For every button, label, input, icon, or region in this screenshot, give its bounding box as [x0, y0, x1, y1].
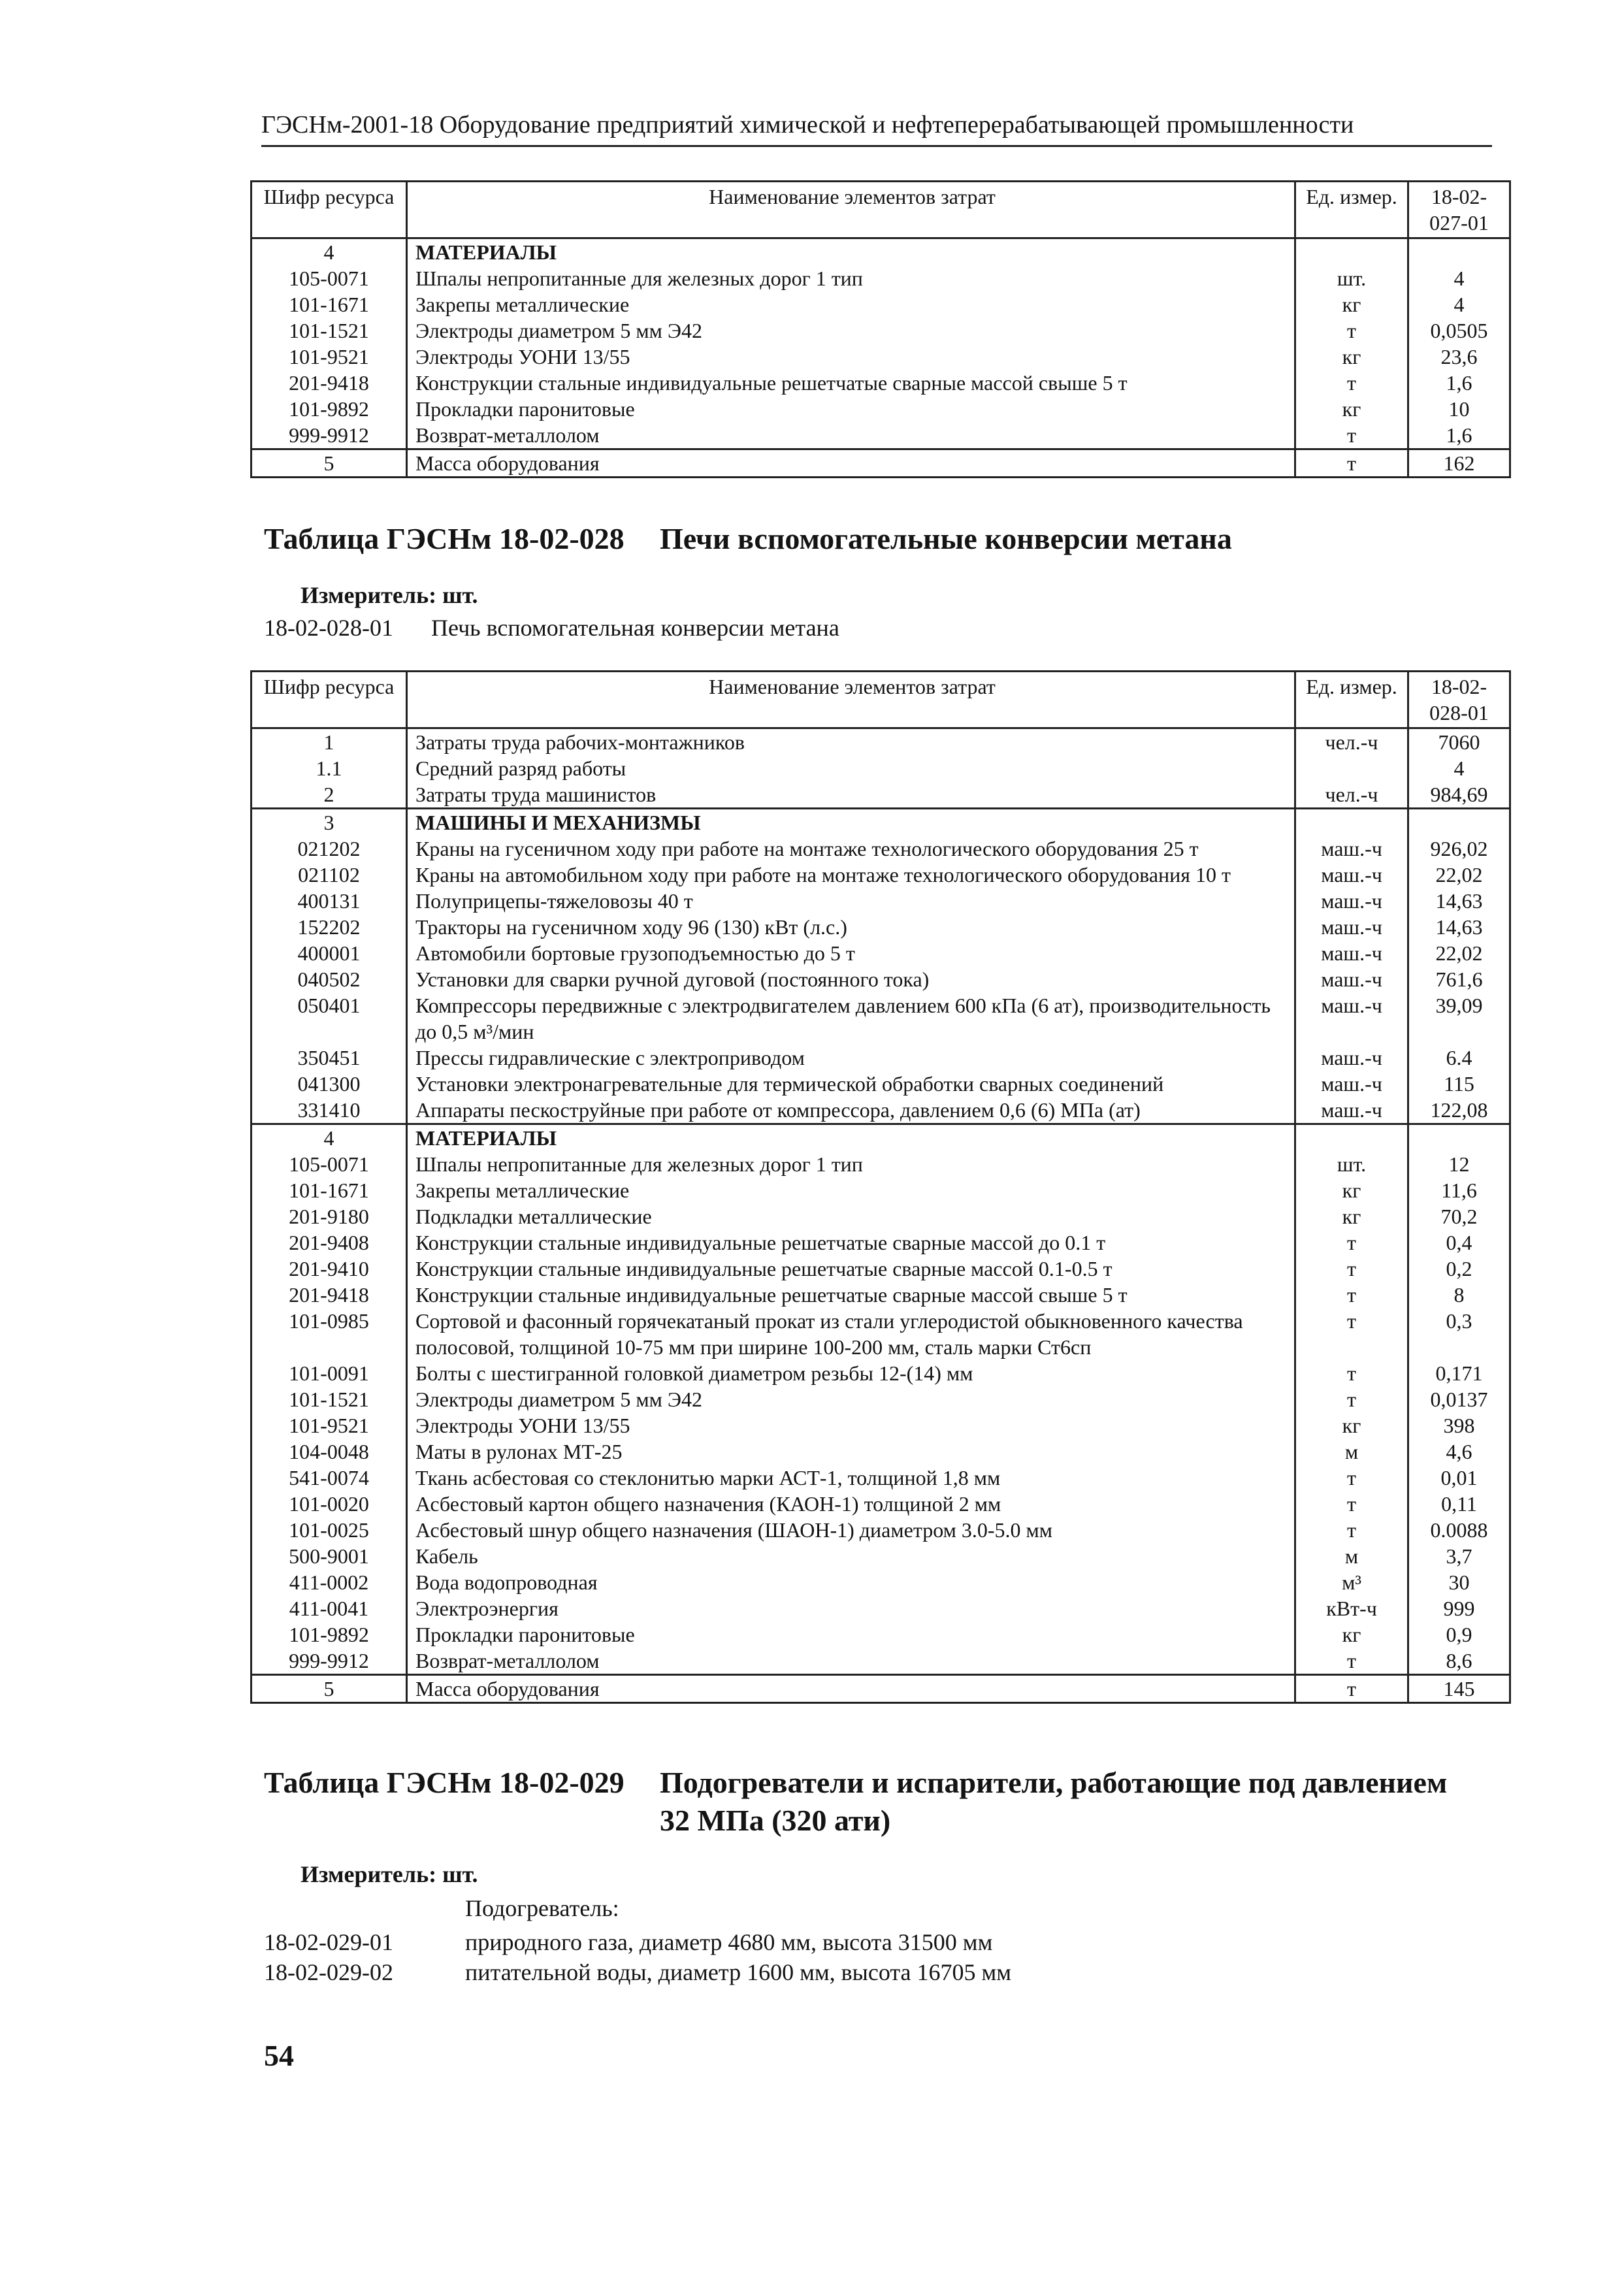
resource-code: 2 — [252, 781, 407, 809]
measure-label: Измеритель: шт. — [300, 1861, 478, 1887]
resource-code: 400131 — [252, 888, 407, 914]
table-row — [252, 291, 1510, 317]
table-title-line2: 32 МПа (320 ати) — [660, 1804, 891, 1837]
value-cell: 22,02 — [1435, 941, 1483, 965]
table-row — [252, 755, 1510, 781]
resource-code: 4 — [252, 1124, 407, 1152]
resource-name: Конструкции стальные индивидуальные решетчатые сварные массой свыше 5 т — [407, 370, 1295, 396]
value-cell: 1,6 — [1446, 371, 1472, 395]
unit-cell: т — [1295, 1648, 1408, 1675]
resource-code: 541-0074 — [252, 1465, 407, 1491]
resource-name: Компрессоры передвижные с электродвигателем давлением 600 кПа (6 ат), производительность до 0,5 м³/мин — [407, 992, 1295, 1045]
table-row — [252, 992, 1510, 1045]
table-row — [252, 1256, 1510, 1282]
value-cell: 0.0088 — [1430, 1518, 1488, 1542]
value-cell: 8,6 — [1446, 1649, 1472, 1672]
unit-cell — [1295, 755, 1408, 781]
table-row — [252, 809, 1510, 836]
table-row — [252, 1543, 1510, 1569]
running-header: ГЭСНм-2001-18 Оборудование предприятий химической и нефтеперерабатывающей промышленности — [261, 112, 1492, 147]
value-cell: 4,6 — [1446, 1440, 1472, 1463]
resource-code: 1 — [252, 728, 407, 756]
resource-code: 411-0002 — [252, 1569, 407, 1595]
resource-code: 5 — [252, 1675, 407, 1703]
table-row — [252, 344, 1510, 370]
table-row — [252, 1124, 1510, 1152]
unit-cell: кВт-ч — [1295, 1595, 1408, 1621]
table-row — [252, 862, 1510, 888]
item-name: природного газа, диаметр 4680 мм, высота 31500 мм — [465, 1929, 993, 1955]
resource-code: 105-0071 — [252, 265, 407, 291]
value-cell: 0,2 — [1446, 1257, 1472, 1280]
resource-name: Маты в рулонах МТ-25 — [407, 1439, 1295, 1465]
resource-code: 201-9418 — [252, 1282, 407, 1308]
table-title: Печи вспомогательные конверсии метана — [660, 522, 1232, 555]
resource-code: 350451 — [252, 1045, 407, 1071]
header-unit: Ед. измер. — [1295, 672, 1408, 728]
resource-name: Прокладки паронитовые — [407, 1621, 1295, 1648]
table-row — [252, 940, 1510, 966]
unit-cell: маш.-ч — [1295, 1071, 1408, 1097]
value-cell: 984,69 — [1430, 783, 1488, 806]
value-cell: 122,08 — [1430, 1098, 1488, 1122]
resource-name: Закрепы металлические — [407, 291, 1295, 317]
resource-name: Кабель — [407, 1543, 1295, 1569]
table-row — [252, 265, 1510, 291]
value-cell: 30 — [1448, 1570, 1470, 1594]
resource-name: Масса оборудования — [407, 1675, 1295, 1703]
table-row — [252, 449, 1510, 478]
resource-name: Полуприцепы-тяжеловозы 40 т — [407, 888, 1295, 914]
resource-code: 101-0025 — [252, 1517, 407, 1543]
value-cell: 8 — [1453, 1283, 1465, 1307]
unit-cell: т — [1295, 370, 1408, 396]
unit-cell: т — [1295, 1386, 1408, 1412]
header-unit: Ед. измер. — [1295, 182, 1408, 238]
group-label: Подогреватель: — [465, 1895, 619, 1921]
resource-code: 5 — [252, 449, 407, 478]
table-row — [252, 966, 1510, 992]
value-cell: 145 — [1408, 1675, 1510, 1703]
resource-name: Шпалы непропитанные для железных дорог 1 тип — [407, 1151, 1295, 1177]
table-row — [252, 370, 1510, 396]
table-row — [252, 1465, 1510, 1491]
table-row — [252, 422, 1510, 449]
unit-cell: м³ — [1295, 1569, 1408, 1595]
resource-code: 101-9521 — [252, 344, 407, 370]
table-body — [252, 728, 1510, 1703]
resource-name: Прокладки паронитовые — [407, 396, 1295, 422]
resource-table-18-02-027 — [250, 180, 1511, 478]
resource-name: Электроды УОНИ 13/55 — [407, 344, 1295, 370]
unit-cell: маш.-ч — [1295, 888, 1408, 914]
value-cell: 398 — [1443, 1414, 1475, 1437]
resource-code: 400001 — [252, 940, 407, 966]
resource-code: 999-9912 — [252, 1648, 407, 1675]
table-row — [252, 1177, 1510, 1203]
unit-cell: кг — [1295, 344, 1408, 370]
value-cell: 0,0137 — [1430, 1388, 1488, 1411]
value-cell: 12 — [1448, 1152, 1470, 1176]
table-header-row — [252, 182, 1510, 238]
value-cell: 14,63 — [1435, 915, 1483, 939]
unit-cell: кг — [1295, 291, 1408, 317]
resource-code: 105-0071 — [252, 1151, 407, 1177]
table-row — [252, 1621, 1510, 1648]
header-name: Наименование элементов затрат — [407, 672, 1295, 728]
resource-code: 021102 — [252, 862, 407, 888]
table-body — [252, 238, 1510, 478]
resource-table-18-02-028 — [250, 670, 1511, 1704]
resource-code: 101-9521 — [252, 1412, 407, 1439]
table-row — [252, 1517, 1510, 1543]
resource-name: Электроды УОНИ 13/55 — [407, 1412, 1295, 1439]
resource-code: 101-0020 — [252, 1491, 407, 1517]
value-cell: 4 — [1453, 756, 1465, 780]
value-cell: 0,0505 — [1430, 319, 1488, 342]
resource-code: 101-0985 — [252, 1308, 407, 1360]
value-cell: 761,6 — [1435, 968, 1483, 991]
resource-code: 101-1521 — [252, 317, 407, 344]
unit-cell: т — [1295, 1360, 1408, 1386]
page-number: 54 — [264, 2039, 294, 2072]
table-row — [252, 888, 1510, 914]
unit-cell: т — [1295, 1229, 1408, 1256]
resource-code: 041300 — [252, 1071, 407, 1097]
resource-name: Автомобили бортовые грузоподъемностью до 5 т — [407, 940, 1295, 966]
resource-name: Асбестовый шнур общего назначения (ШАОН-1) диаметром 3.0-5.0 мм — [407, 1517, 1295, 1543]
resource-code: 500-9001 — [252, 1543, 407, 1569]
resource-name: Установки для сварки ручной дуговой (постоянного тока) — [407, 966, 1295, 992]
unit-cell: маш.-ч — [1295, 940, 1408, 966]
table-row — [252, 1648, 1510, 1675]
unit-cell: т — [1295, 1465, 1408, 1491]
table-row — [252, 1412, 1510, 1439]
unit-cell: т — [1295, 449, 1408, 478]
value-cell — [1408, 809, 1510, 836]
table-row — [252, 1203, 1510, 1229]
table-title-prefix: Таблица ГЭСНм 18-02-028 — [264, 522, 625, 555]
item-code: 18-02-029-01 — [264, 1929, 393, 1955]
unit-cell: т — [1295, 1675, 1408, 1703]
unit-cell: шт. — [1295, 265, 1408, 291]
table-row — [252, 1097, 1510, 1124]
unit-cell: т — [1295, 1308, 1408, 1360]
unit-cell — [1295, 1124, 1408, 1152]
resource-code: 201-9418 — [252, 370, 407, 396]
table-row — [252, 238, 1510, 266]
unit-cell: кг — [1295, 1177, 1408, 1203]
table-row — [252, 1569, 1510, 1595]
resource-name: Краны на автомобильном ходу при работе на монтаже технологического оборудования 10 т — [407, 862, 1295, 888]
resource-name: Средний разряд работы — [407, 755, 1295, 781]
table-row — [252, 1282, 1510, 1308]
header-name: Наименование элементов затрат — [407, 182, 1295, 238]
unit-cell: т — [1295, 1491, 1408, 1517]
value-cell: 4 — [1453, 267, 1465, 290]
unit-cell: маш.-ч — [1295, 992, 1408, 1045]
unit-cell: т — [1295, 1256, 1408, 1282]
resource-name: Конструкции стальные индивидуальные решетчатые сварные массой до 0.1 т — [407, 1229, 1295, 1256]
table-row — [252, 396, 1510, 422]
unit-cell: чел.-ч — [1295, 728, 1408, 756]
value-cell: 7060 — [1438, 730, 1480, 754]
resource-code: 3 — [252, 809, 407, 836]
value-cell: 23,6 — [1440, 345, 1478, 368]
table-row — [252, 1071, 1510, 1097]
resource-code: 331410 — [252, 1097, 407, 1124]
unit-cell: кг — [1295, 396, 1408, 422]
unit-cell — [1295, 238, 1408, 266]
value-cell: 0,11 — [1441, 1492, 1477, 1516]
unit-cell: кг — [1295, 1412, 1408, 1439]
table-row — [252, 728, 1510, 756]
resource-name: Вода водопроводная — [407, 1569, 1295, 1595]
value-cell: 926,02 — [1430, 837, 1488, 860]
resource-name: Прессы гидравлические с электроприводом — [407, 1045, 1295, 1071]
resource-code: 152202 — [252, 914, 407, 940]
resource-code: 101-1671 — [252, 1177, 407, 1203]
unit-cell — [1295, 809, 1408, 836]
value-cell: 3,7 — [1446, 1544, 1472, 1568]
resource-code: 101-9892 — [252, 1621, 407, 1648]
resource-code: 201-9410 — [252, 1256, 407, 1282]
resource-name: Затраты труда рабочих-монтажников — [407, 728, 1295, 756]
unit-cell: чел.-ч — [1295, 781, 1408, 809]
resource-code: 101-0091 — [252, 1360, 407, 1386]
resource-name: Подкладки металлические — [407, 1203, 1295, 1229]
resource-code: 101-9892 — [252, 396, 407, 422]
table-title-line1: Подогреватели и испарители, работающие под давлением — [660, 1766, 1448, 1799]
value-cell: 1,6 — [1446, 423, 1472, 447]
resource-name: МАШИНЫ И МЕХАНИЗМЫ — [407, 809, 1295, 836]
resource-name: Конструкции стальные индивидуальные решетчатые сварные массой 0.1-0.5 т — [407, 1256, 1295, 1282]
table-row — [252, 836, 1510, 862]
value-cell: 0,9 — [1446, 1623, 1472, 1646]
table-row — [252, 1360, 1510, 1386]
measure-label: Измеритель: шт. — [300, 582, 478, 608]
resource-name: Конструкции стальные индивидуальные решетчатые сварные массой свыше 5 т — [407, 1282, 1295, 1308]
item-code: 18-02-029-02 — [264, 1959, 393, 1985]
value-cell: 39,09 — [1435, 994, 1483, 1017]
resource-code: 201-9180 — [252, 1203, 407, 1229]
value-cell: 22,02 — [1435, 863, 1483, 886]
value-cell: 4 — [1453, 293, 1465, 316]
header-code: Шифр ресурса — [252, 672, 407, 728]
table-row — [252, 317, 1510, 344]
resource-code: 050401 — [252, 992, 407, 1045]
resource-code: 101-1671 — [252, 291, 407, 317]
table-row — [252, 1386, 1510, 1412]
resource-name: Сортовой и фасонный горячекатаный прокат из стали углеродистой обыкновенного качества полосовой, толщиной 10-75 мм при ширине 100-200 мм, сталь марки Ст6сп — [407, 1308, 1295, 1360]
resource-name: Масса оборудования — [407, 449, 1295, 478]
unit-cell: кг — [1295, 1621, 1408, 1648]
unit-cell: м — [1295, 1439, 1408, 1465]
unit-cell: т — [1295, 317, 1408, 344]
table-row — [252, 1229, 1510, 1256]
resource-name: Ткань асбестовая со стеклонитью марки АСТ-1, толщиной 1,8 мм — [407, 1465, 1295, 1491]
resource-name: Аппараты пескоструйные при работе от компрессора, давлением 0,6 (6) МПа (ат) — [407, 1097, 1295, 1124]
value-cell: 11,6 — [1441, 1179, 1477, 1202]
table-row — [252, 781, 1510, 809]
resource-name: МАТЕРИАЛЫ — [407, 1124, 1295, 1152]
resource-name: Шпалы непропитанные для железных дорог 1 тип — [407, 265, 1295, 291]
resource-name: Болты с шестигранной головкой диаметром резьбы 12-(14) мм — [407, 1360, 1295, 1386]
value-cell: 0,01 — [1440, 1466, 1478, 1489]
header-value: 18-02-027-01 — [1408, 182, 1510, 238]
value-cell: 6.4 — [1446, 1046, 1472, 1069]
unit-cell: т — [1295, 1517, 1408, 1543]
table-row — [252, 1675, 1510, 1703]
item-name: Печь вспомогательная конверсии метана — [431, 615, 839, 641]
table-row — [252, 914, 1510, 940]
unit-cell: маш.-ч — [1295, 966, 1408, 992]
resource-name: Установки электронагревательные для термической обработки сварных соединений — [407, 1071, 1295, 1097]
item-name: питательной воды, диаметр 1600 мм, высота 16705 мм — [465, 1959, 1012, 1985]
resource-name: Закрепы металлические — [407, 1177, 1295, 1203]
resource-name: МАТЕРИАЛЫ — [407, 238, 1295, 266]
value-cell: 70,2 — [1440, 1205, 1478, 1228]
item-code: 18-02-028-01 — [264, 615, 393, 641]
resource-code: 999-9912 — [252, 422, 407, 449]
table-row — [252, 1491, 1510, 1517]
resource-name: Краны на гусеничном ходу при работе на монтаже технологического оборудования 25 т — [407, 836, 1295, 862]
unit-cell: кг — [1295, 1203, 1408, 1229]
resource-code: 104-0048 — [252, 1439, 407, 1465]
unit-cell: м — [1295, 1543, 1408, 1569]
value-cell: 115 — [1444, 1072, 1474, 1096]
table-row — [252, 1045, 1510, 1071]
resource-name: Затраты труда машинистов — [407, 781, 1295, 809]
value-cell — [1408, 1124, 1510, 1152]
table-row — [252, 1151, 1510, 1177]
unit-cell: маш.-ч — [1295, 1097, 1408, 1124]
value-cell: 0,3 — [1446, 1309, 1472, 1333]
resource-code: 201-9408 — [252, 1229, 407, 1256]
value-cell: 999 — [1443, 1597, 1475, 1620]
resource-code: 040502 — [252, 966, 407, 992]
unit-cell: маш.-ч — [1295, 1045, 1408, 1071]
resource-code: 1.1 — [252, 755, 407, 781]
value-cell: 162 — [1408, 449, 1510, 478]
value-cell: 0,4 — [1446, 1231, 1472, 1254]
table-row — [252, 1595, 1510, 1621]
resource-name: Возврат-металлолом — [407, 1648, 1295, 1675]
resource-code: 411-0041 — [252, 1595, 407, 1621]
table-row — [252, 1439, 1510, 1465]
table-header-row — [252, 672, 1510, 728]
value-cell — [1408, 238, 1510, 266]
value-cell: 0,171 — [1435, 1361, 1483, 1385]
table-row — [252, 1308, 1510, 1360]
value-cell: 14,63 — [1435, 889, 1483, 913]
resource-code: 021202 — [252, 836, 407, 862]
unit-cell: маш.-ч — [1295, 836, 1408, 862]
table-title-prefix: Таблица ГЭСНм 18-02-029 — [264, 1766, 625, 1799]
unit-cell: маш.-ч — [1295, 914, 1408, 940]
unit-cell: т — [1295, 1282, 1408, 1308]
resource-name: Электроды диаметром 5 мм Э42 — [407, 1386, 1295, 1412]
resource-name: Тракторы на гусеничном ходу 96 (130) кВт (л.с.) — [407, 914, 1295, 940]
resource-name: Асбестовый картон общего назначения (КАОН-1) толщиной 2 мм — [407, 1491, 1295, 1517]
resource-code: 101-1521 — [252, 1386, 407, 1412]
header-value: 18-02-028-01 — [1408, 672, 1510, 728]
resource-name: Электроэнергия — [407, 1595, 1295, 1621]
value-cell: 10 — [1448, 397, 1470, 421]
resource-code: 4 — [252, 238, 407, 266]
resource-name: Возврат-металлолом — [407, 422, 1295, 449]
unit-cell: маш.-ч — [1295, 862, 1408, 888]
resource-name: Электроды диаметром 5 мм Э42 — [407, 317, 1295, 344]
header-code: Шифр ресурса — [252, 182, 407, 238]
unit-cell: т — [1295, 422, 1408, 449]
unit-cell: шт. — [1295, 1151, 1408, 1177]
